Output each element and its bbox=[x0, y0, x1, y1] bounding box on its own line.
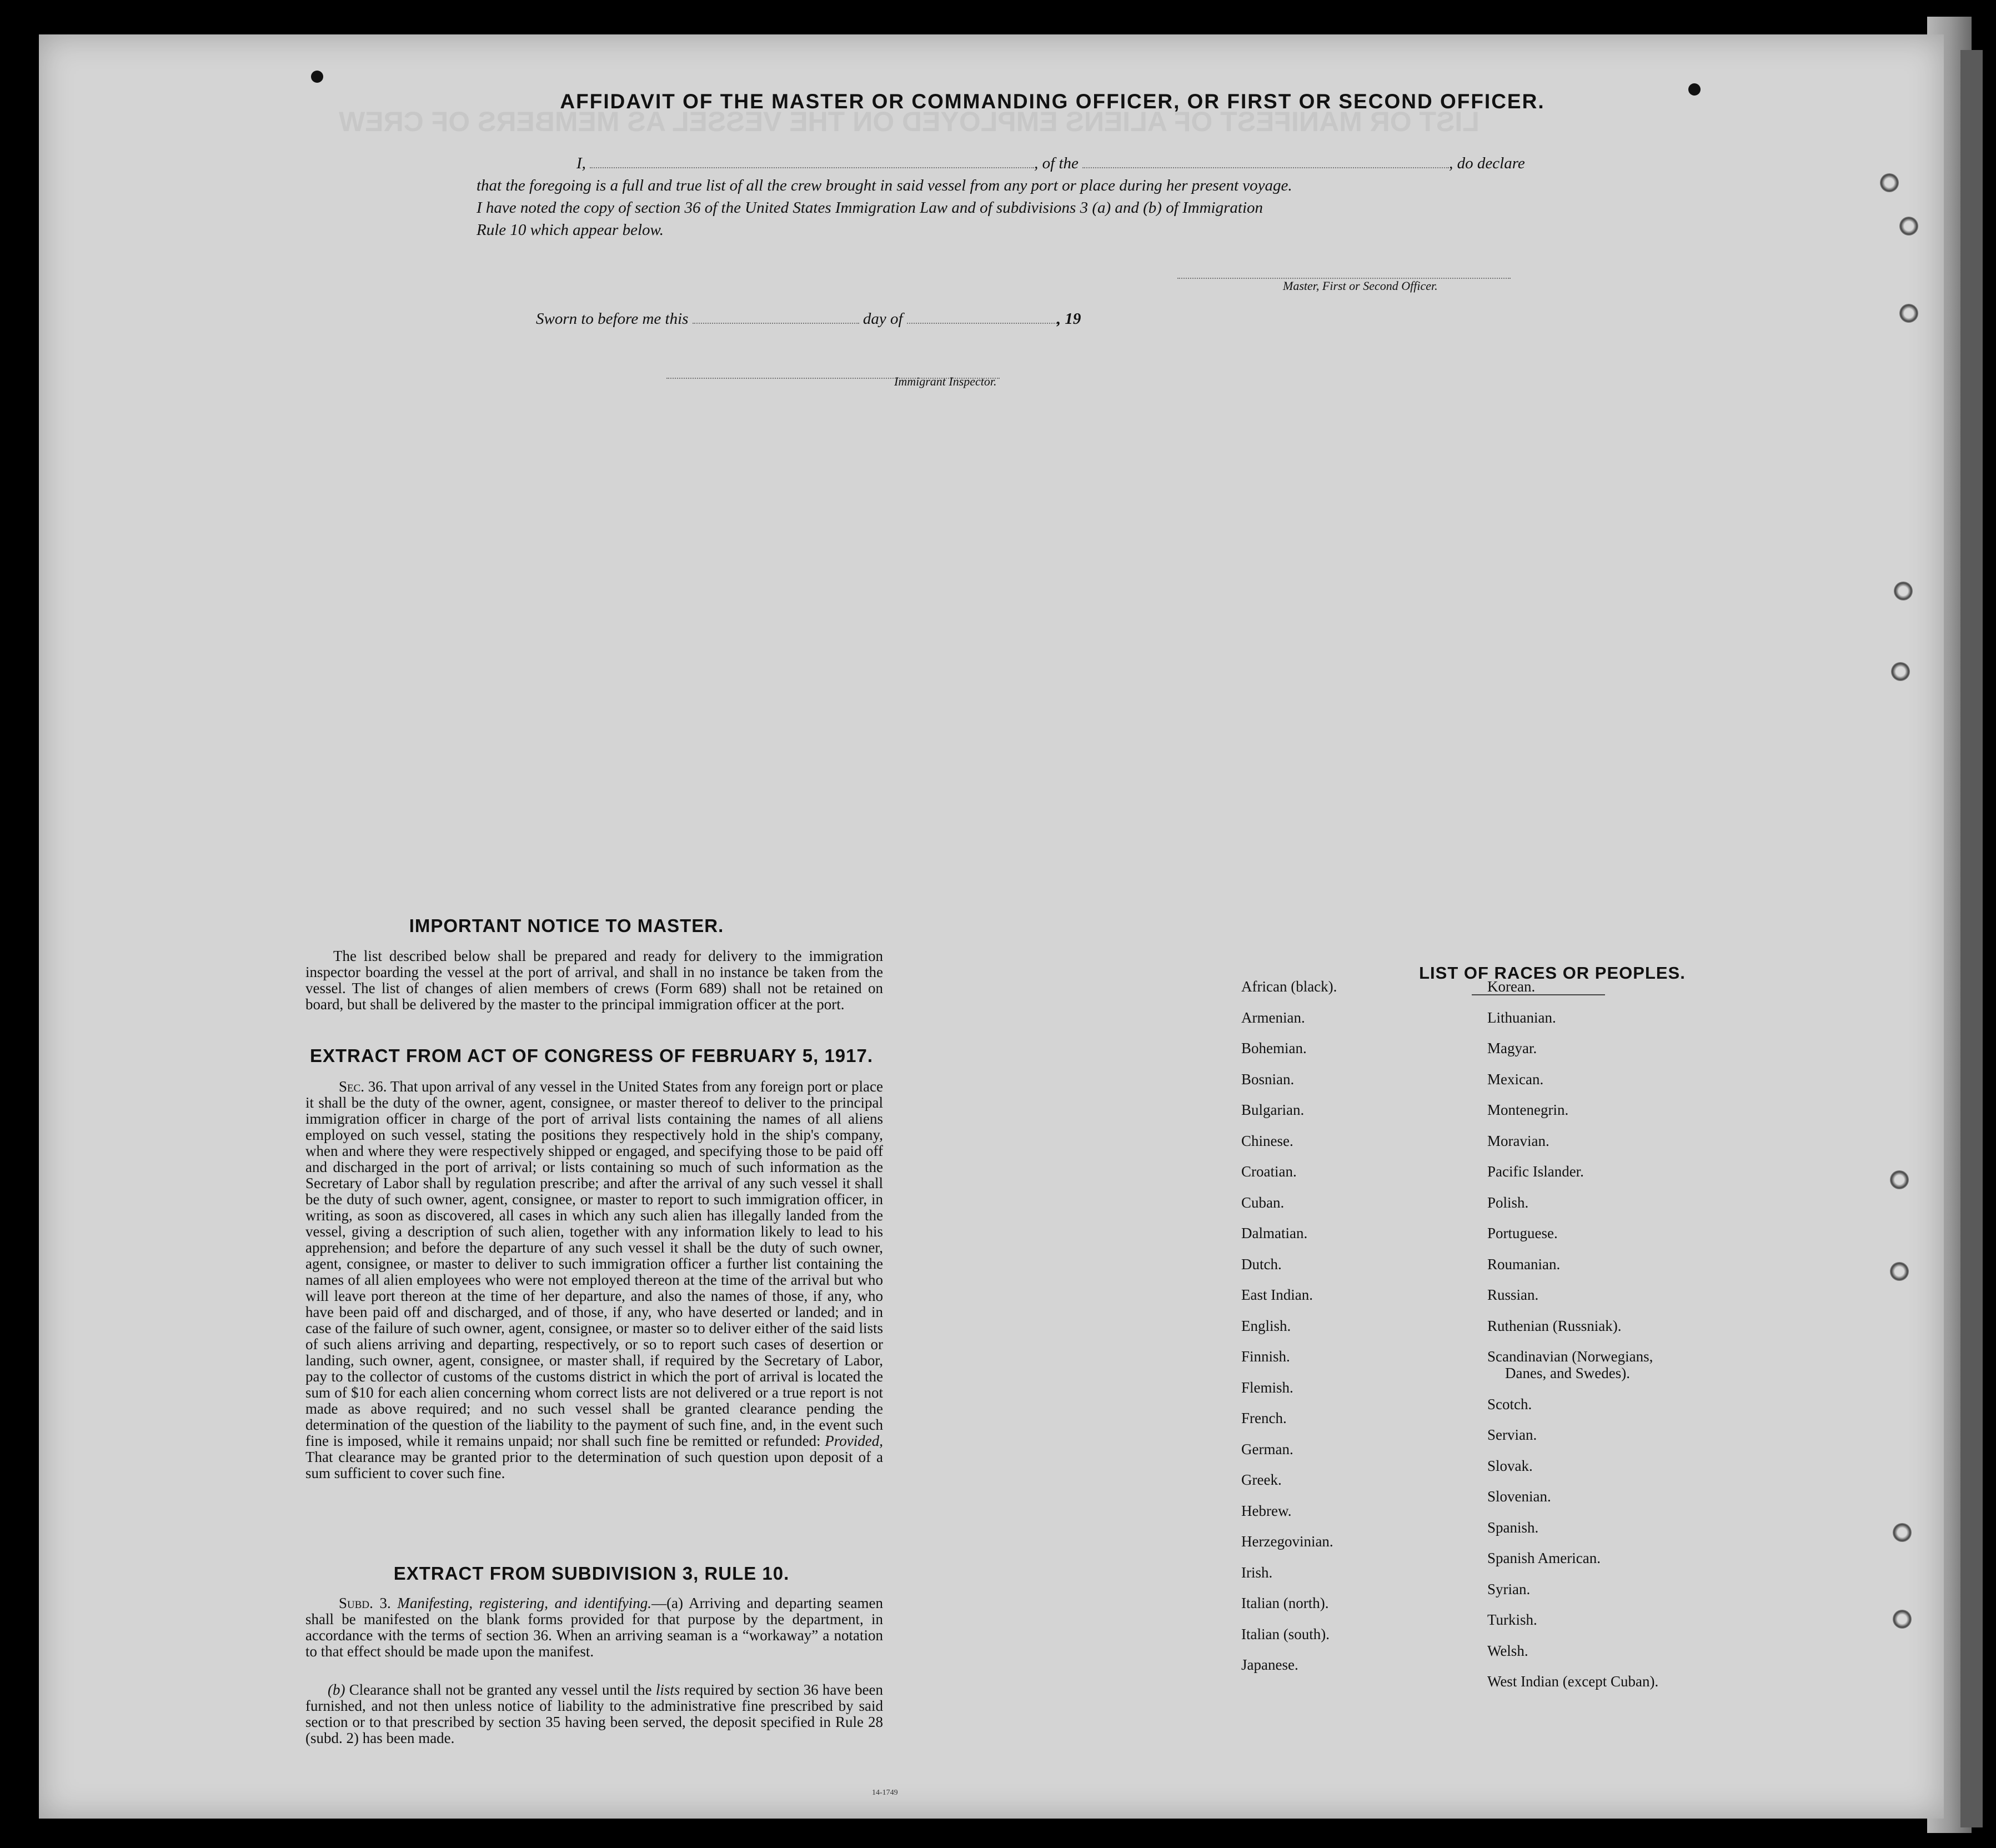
punch-hole bbox=[1899, 217, 1918, 236]
notice-title: IMPORTANT NOTICE TO MASTER. bbox=[409, 915, 724, 936]
race-item: Spanish. bbox=[1487, 1519, 1539, 1536]
race-item: Italian (south). bbox=[1241, 1625, 1330, 1642]
name-field[interactable] bbox=[590, 153, 1034, 168]
day-of-text: day of bbox=[862, 310, 903, 328]
race-item: Hebrew. bbox=[1241, 1502, 1292, 1519]
race-item: Bulgarian. bbox=[1241, 1101, 1305, 1118]
of-the-text: , of the bbox=[1034, 154, 1079, 172]
race-item: Chinese. bbox=[1241, 1132, 1293, 1149]
sworn-day-field[interactable] bbox=[693, 308, 859, 324]
race-item: Korean. bbox=[1487, 978, 1536, 995]
extract-act-body bbox=[305, 1079, 883, 1481]
affidavit-line-1 bbox=[477, 152, 1587, 174]
race-item: East Indian. bbox=[1241, 1286, 1313, 1303]
race-item: Greek. bbox=[1241, 1471, 1282, 1488]
race-item: West Indian (except Cuban). bbox=[1487, 1673, 1659, 1690]
race-item: Scotch. bbox=[1487, 1395, 1532, 1413]
race-item: Slovenian. bbox=[1487, 1488, 1551, 1505]
year-text: , 19 bbox=[1056, 310, 1081, 328]
race-item: Servian. bbox=[1487, 1426, 1537, 1443]
master-signature-field[interactable] bbox=[1177, 263, 1511, 279]
race-item: Herzegovinian. bbox=[1241, 1533, 1333, 1550]
lists-word: lists bbox=[655, 1681, 680, 1698]
do-declare-text: , do declare bbox=[1449, 154, 1525, 172]
sec-label: Sec. 36. bbox=[339, 1078, 387, 1095]
sworn-text: Sworn to before me this bbox=[536, 310, 689, 328]
subd-label: Subd. 3. bbox=[339, 1595, 391, 1611]
race-item: Lithuanian. bbox=[1487, 1009, 1556, 1026]
document-page bbox=[39, 34, 1944, 1819]
punch-hole bbox=[1891, 662, 1910, 681]
race-item: Bohemian. bbox=[1241, 1040, 1307, 1056]
race-item: Ruthenian (Russniak). bbox=[1487, 1317, 1622, 1334]
notice-body: The list described below shall be prepared and ready for delivery to the immigration inspector boarding the vessel at the port of arrival, and shall in no instance be taken from the vessel. The list of changes of alien members of crews (Form 689) shall not be retained on board, but shall be delivered by the master to the principal immigration officer at the port. bbox=[305, 948, 883, 1013]
race-item: Spanish American. bbox=[1487, 1550, 1601, 1566]
race-item: Flemish. bbox=[1241, 1379, 1293, 1396]
race-item: Montenegrin. bbox=[1487, 1101, 1569, 1118]
race-item: English. bbox=[1241, 1317, 1291, 1334]
affidavit-line-4: Rule 10 which appear below. bbox=[477, 221, 664, 239]
race-item: Bosnian. bbox=[1241, 1070, 1295, 1088]
sec-body-end: That clearance may be granted prior to the determination of such question upon deposit of a sum sufficient to cover such fine. bbox=[305, 1449, 883, 1481]
race-item: Pacific Islander. bbox=[1487, 1163, 1584, 1180]
punch-hole bbox=[1880, 173, 1899, 192]
underlying-sheet-shadow bbox=[1960, 50, 1983, 1827]
punch-hole bbox=[1899, 304, 1918, 323]
race-item: Polish. bbox=[1487, 1194, 1529, 1211]
race-item: Slovak. bbox=[1487, 1457, 1533, 1474]
ink-blot bbox=[311, 71, 323, 83]
race-item: German. bbox=[1241, 1440, 1293, 1458]
punch-hole bbox=[1893, 1610, 1912, 1629]
provided-word: Provided, bbox=[825, 1433, 883, 1449]
race-item: Portuguese. bbox=[1487, 1225, 1558, 1241]
races-title: LIST OF RACES OR PEOPLES. bbox=[1419, 963, 1686, 983]
bleed-through-heading: LIST OR MANIFEST OF ALIENS EMPLOYED ON THE VESSEL AS MEMBERS OF CREW bbox=[339, 106, 1480, 137]
sec-body: That upon arrival of any vessel in the United States from any foreign port or place it shall be the duty of the owner, agent, consignee, or master thereof to deliver to the principal immigration officer in charge of the port of arrival lists containing the names of all aliens employed on such vessel, stating the positions they respectively hold in the ship's company, when and where they were respectively shipped or engaged, and specifying those to be paid off and discharged in the port of arrival; or lists containing so much of such information as the Secretary of Labor shall by regulation prescribe; and after the arrival of any such vessel it shall be the duty of such owner, agent, consignee, or master to report to such immigration officer, in writing, as soon as discovered, all cases in which any such alien has illegally landed from the vessel, giving a description of such alien, together with any information likely to lead to his apprehension; and before the departure of any such vessel it shall be the duty of such owner, agent, consignee, or master to deliver to such immigration officer a further list containing the names of all alien employees who were not employed thereon at the time of the arrival but who will leave port thereon at the time of her departure, and also the names of those, if any, who have been paid off and discharged, and of those, if any, who have deserted or landed; and in case of the failure of such owner, agent, consignee, or master so to deliver either of the said lists of such aliens arriving and departing, respectively, or so to report such cases of desertion or landing, such owner, agent, consignee, or master shall, if required by the Secretary of Labor, pay to the collector of customs of the customs district in which the port of arrival is located the sum of $10 for each alien concerning whom correct lists are not delivered or a true report is not made as above required; and no such vessel shall be granted clearance pending the determination of the question of the liability to the payment of such fine, and, in the event such fine is imposed, while it remains unpaid; nor shall such fine be remitted or refunded: bbox=[305, 1078, 884, 1449]
form-number: 14-1749 bbox=[872, 1789, 898, 1797]
race-item: Danes, and Swedes). bbox=[1505, 1365, 1630, 1381]
race-item: Cuban. bbox=[1241, 1194, 1285, 1211]
race-item: Dalmatian. bbox=[1241, 1225, 1308, 1241]
affidavit-body bbox=[477, 152, 1587, 241]
race-item: Roumanian. bbox=[1487, 1255, 1561, 1273]
race-item: Russian. bbox=[1487, 1286, 1539, 1303]
inspector-signature-label: Immigrant Inspector. bbox=[894, 374, 997, 388]
part-b-end: required by section 36 have been furnished, and not then unless notice of liability to the administrative fine prescribed by said section or to that prescribed by section 35 having been served, the deposit specified in Rule 28 (subd. 2) has been made. bbox=[305, 1681, 884, 1746]
race-item: Syrian. bbox=[1487, 1580, 1531, 1597]
race-item: Magyar. bbox=[1487, 1040, 1537, 1056]
punch-hole bbox=[1890, 1170, 1909, 1189]
race-item: Dutch. bbox=[1241, 1255, 1282, 1273]
race-item: Moravian. bbox=[1487, 1132, 1549, 1149]
i-word: I, bbox=[576, 154, 586, 172]
master-signature-label: Master, First or Second Officer. bbox=[1283, 279, 1438, 293]
race-item: African (black). bbox=[1241, 978, 1337, 995]
affidavit-line-2: that the foregoing is a full and true list of all the crew brought in said vessel from any port or place during her present voyage. bbox=[477, 177, 1292, 194]
affidavit-line-3: I have noted the copy of section 36 of the United States Immigration Law and of subdivisions 3 (a) and (b) of Immigration bbox=[477, 199, 1263, 217]
race-item: Turkish. bbox=[1487, 1611, 1537, 1628]
extract-rule-part-a bbox=[305, 1595, 883, 1660]
race-item: Finnish. bbox=[1241, 1348, 1290, 1365]
race-item: French. bbox=[1241, 1410, 1287, 1426]
punch-hole bbox=[1890, 1262, 1909, 1281]
extract-rule-title: EXTRACT FROM SUBDIVISION 3, RULE 10. bbox=[393, 1563, 790, 1584]
subd-part-a: —(a) Arriving and departing seamen shall be manifested on the blank forms provided for that purpose by the department, in accordance with the terms of section 36. When an arriving seaman is a “workaway” a notation to that effect should be made upon the manifest. bbox=[305, 1595, 883, 1660]
race-item: Irish. bbox=[1241, 1564, 1273, 1581]
race-item: Italian (north). bbox=[1241, 1595, 1329, 1611]
race-item: Welsh. bbox=[1487, 1642, 1528, 1659]
race-item: Croatian. bbox=[1241, 1163, 1297, 1180]
race-item: Armenian. bbox=[1241, 1009, 1305, 1026]
part-b-text: Clearance shall not be granted any vessel until the bbox=[349, 1681, 652, 1698]
ink-blot bbox=[1688, 83, 1701, 96]
part-b-label: (b) bbox=[328, 1681, 345, 1698]
sworn-line bbox=[536, 308, 1647, 330]
subd-heading: Manifesting, registering, and identifying. bbox=[397, 1595, 652, 1611]
race-item: Japanese. bbox=[1241, 1656, 1298, 1673]
sworn-month-field[interactable] bbox=[907, 308, 1057, 324]
race-item: Mexican. bbox=[1487, 1070, 1544, 1088]
affidavit-title: AFFIDAVIT OF THE MASTER OR COMMANDING OFFICER, OR FIRST OR SECOND OFFICER. bbox=[560, 90, 1545, 113]
extract-act-title: EXTRACT FROM ACT OF CONGRESS OF FEBRUARY 5, 1917. bbox=[309, 1045, 874, 1066]
punch-hole bbox=[1893, 1523, 1912, 1542]
extract-rule-part-b bbox=[305, 1682, 883, 1746]
punch-hole bbox=[1894, 582, 1913, 600]
vessel-field[interactable] bbox=[1082, 153, 1449, 168]
race-item: Scandinavian (Norwegians, bbox=[1487, 1348, 1653, 1365]
